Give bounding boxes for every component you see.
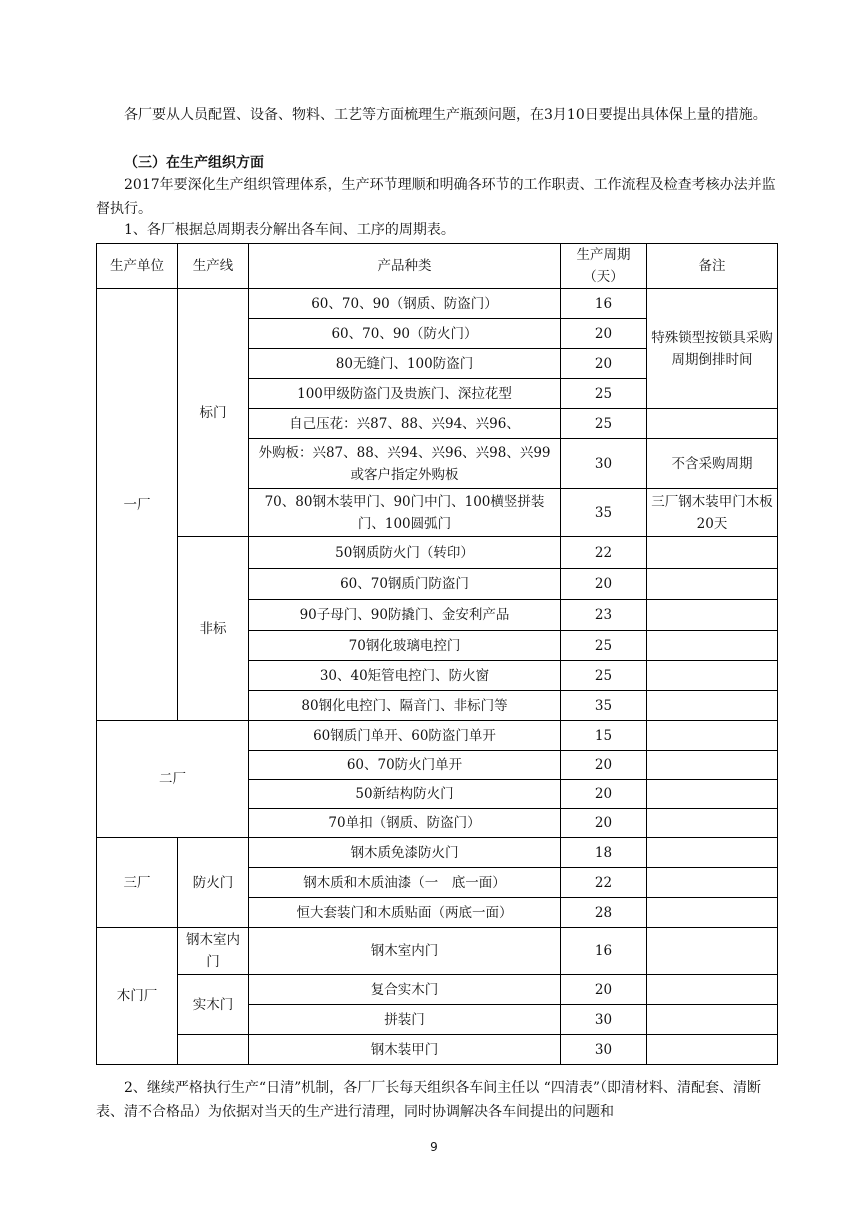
line-cell: 非标 — [178, 537, 249, 721]
cycle-cell: 25 — [561, 661, 647, 691]
product-cell: 100甲级防盗门及贵族门、深拉花型 — [249, 379, 561, 409]
product-cell: 拼装门 — [249, 1005, 561, 1035]
cycle-cell: 20 — [561, 975, 647, 1005]
remark-cell — [647, 661, 778, 691]
cycle-cell: 22 — [561, 537, 647, 569]
cycle-cell: 25 — [561, 379, 647, 409]
product-cell: 70、80钢木装甲门、90门中门、100横竖拼装门、100圆弧门 — [249, 489, 561, 537]
paragraph-management: 2017年要深化生产组织管理体系，生产环节理顺和明确各环节的工作职责、工作流程及检查考核办法并监督执行。 — [96, 177, 776, 217]
header-remark: 备注 — [647, 244, 778, 289]
table-header-row — [97, 244, 778, 289]
remark-cell — [647, 751, 778, 780]
cycle-cell: 15 — [561, 721, 647, 751]
header-product: 产品种类 — [249, 244, 561, 289]
remark-cell — [647, 721, 778, 751]
header-line: 生产线 — [178, 244, 249, 289]
paragraph-cycle-table-intro: 1、各厂根据总周期表分解出各车间、工序的周期表。 — [124, 222, 455, 238]
remark-cell — [647, 691, 778, 721]
production-cycle-table — [96, 243, 778, 1065]
cycle-cell: 16 — [561, 928, 647, 975]
cycle-cell: 35 — [561, 489, 647, 537]
remark-cell: 三厂钢木装甲门木板20天 — [647, 489, 778, 537]
remark-cell: 特殊锁型按锁具采购周期倒排时间 — [647, 289, 778, 409]
table-row — [97, 975, 778, 1005]
remark-cell — [647, 1035, 778, 1065]
cycle-cell: 25 — [561, 409, 647, 439]
line-cell: 防火门 — [178, 838, 249, 928]
product-cell: 80钢化电控门、隔音门、非标门等 — [249, 691, 561, 721]
remark-cell — [647, 975, 778, 1005]
product-cell: 70钢化玻璃电控门 — [249, 631, 561, 661]
remark-cell — [647, 600, 778, 631]
remark-cell — [647, 537, 778, 569]
product-cell: 钢木质和木质油漆（一 底一面） — [249, 868, 561, 898]
product-cell: 70单扣（钢质、防盗门） — [249, 809, 561, 838]
cycle-cell: 23 — [561, 600, 647, 631]
paragraph-daily-clear: 2、继续严格执行生产“日清”机制，各厂厂长每天组织各车间主任以 “四清表”（即清材料、清配套、清断表、清不合格品）为依据对当天的生产进行清理，同时协调解决各车间提出的问题和 — [96, 1080, 761, 1120]
page-number: 9 — [430, 1140, 438, 1154]
table-row — [97, 537, 778, 569]
cycle-cell: 18 — [561, 838, 647, 868]
cycle-cell: 28 — [561, 898, 647, 928]
header-unit: 生产单位 — [97, 244, 178, 289]
table-row — [97, 1035, 778, 1065]
cycle-cell: 35 — [561, 691, 647, 721]
product-cell: 50新结构防火门 — [249, 780, 561, 809]
product-cell: 60、70钢质门防盗门 — [249, 569, 561, 600]
cycle-cell: 20 — [561, 319, 647, 349]
line-cell: 钢木室内门 — [178, 928, 249, 975]
cycle-cell: 20 — [561, 809, 647, 838]
product-cell: 30、40矩管电控门、防火窗 — [249, 661, 561, 691]
product-cell: 60钢质门单开、60防盗门单开 — [249, 721, 561, 751]
product-cell: 60、70、90（防火门） — [249, 319, 561, 349]
unit-cell: 木门厂 — [97, 928, 178, 1065]
cycle-cell: 20 — [561, 751, 647, 780]
product-cell: 复合实木门 — [249, 975, 561, 1005]
remark-cell — [647, 838, 778, 868]
paragraph-bottleneck: 各厂要从人员配置、设备、物料、工艺等方面梳理生产瓶颈问题，在3月10日要提出具体保上量的措施。 — [124, 107, 767, 123]
cycle-cell: 16 — [561, 289, 647, 319]
cycle-cell: 20 — [561, 780, 647, 809]
remark-cell — [647, 809, 778, 838]
line-cell: 标门 — [178, 289, 249, 537]
line-cell — [178, 1035, 249, 1065]
product-cell: 外购板：兴87、88、兴94、兴96、兴98、兴99或客户指定外购板 — [249, 439, 561, 489]
cycle-cell: 20 — [561, 569, 647, 600]
table-row — [97, 838, 778, 868]
table-row — [97, 721, 778, 751]
cycle-cell: 22 — [561, 868, 647, 898]
remark-cell — [647, 631, 778, 661]
product-cell: 90子母门、90防撬门、金安利产品 — [249, 600, 561, 631]
product-cell: 钢木质免漆防火门 — [249, 838, 561, 868]
remark-cell — [647, 569, 778, 600]
line-cell: 实木门 — [178, 975, 249, 1035]
product-cell: 60、70防火门单开 — [249, 751, 561, 780]
unit-cell: 二厂 — [97, 721, 249, 838]
product-cell: 恒大套装门和木质贴面（两底一面） — [249, 898, 561, 928]
section-heading: （三）在生产组织方面 — [124, 155, 264, 171]
remark-cell — [647, 868, 778, 898]
cycle-cell: 30 — [561, 1035, 647, 1065]
product-cell: 自己压花：兴87、88、兴94、兴96、 — [249, 409, 561, 439]
cycle-cell: 30 — [561, 1005, 647, 1035]
remark-cell: 不含采购周期 — [647, 439, 778, 489]
product-cell: 80无缝门、100防盗门 — [249, 349, 561, 379]
remark-cell — [647, 409, 778, 439]
product-cell: 钢木室内门 — [249, 928, 561, 975]
remark-cell — [647, 780, 778, 809]
table-row — [97, 289, 778, 319]
header-cycle: 生产周期（天） — [561, 244, 647, 289]
product-cell: 60、70、90（钢质、防盗门） — [249, 289, 561, 319]
remark-cell — [647, 1005, 778, 1035]
cycle-cell: 25 — [561, 631, 647, 661]
cycle-cell: 20 — [561, 349, 647, 379]
remark-cell — [647, 928, 778, 975]
product-cell: 50钢质防火门（转印） — [249, 537, 561, 569]
remark-cell — [647, 898, 778, 928]
unit-cell: 一厂 — [97, 289, 178, 721]
cycle-cell: 30 — [561, 439, 647, 489]
unit-cell: 三厂 — [97, 838, 178, 928]
product-cell: 钢木装甲门 — [249, 1035, 561, 1065]
table-row — [97, 928, 778, 975]
